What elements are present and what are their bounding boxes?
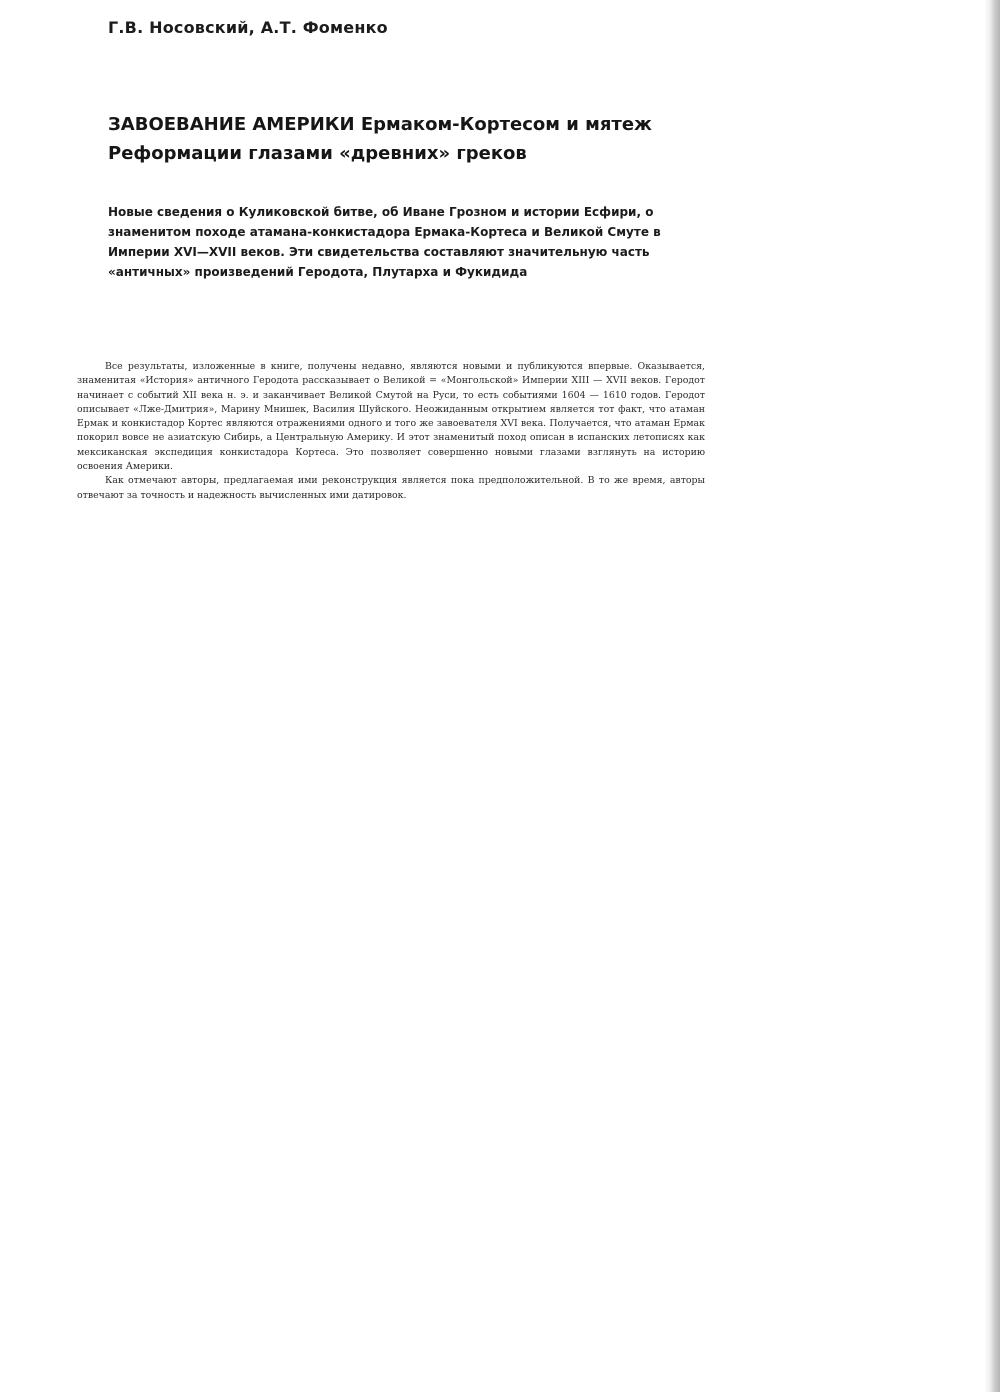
authors-line: Г.В. Носовский, А.Т. Фоменко <box>108 18 388 37</box>
page-edge-shadow <box>984 0 1000 1392</box>
abstract-paragraph: Все результаты, изложенные в книге, получены недавно, являются новыми и публикуются впервые. Оказывается, знаменитая «История» античного Геродота рассказывает о Великой = «Монгольской» Империи XIII — XVII веков. Геродот начинает с событий XII века н. э. и заканчивает Великой Смутой на Руси, то есть событиями 1604 — 1610 годов. Геродот описывает «Лже-Дмитрия», Марину Мнишек, Василия Шуйского. Неожиданным открытием является тот факт, что атаман Ермак и конкистадор Кортес являются отражениями одного и того же завоевателя XVI века. Получается, что атаман Ермак покорил вовсе не азиатскую Сибирь, а Центральную Америку. И этот знаменитый поход описан в испанских летописях как мексиканская экспедиция конкистадора Кортеса. Это позволяет совершенно новыми глазами взглянуть на историю освоения Америки. <box>77 361 705 473</box>
book-title <box>108 110 728 168</box>
title-rest: Ермаком-Кортесом и мятеж Реформации глазами «древних» греков <box>108 114 652 164</box>
book-subtitle: Новые сведения о Куликовской битве, об Иване Грозном и истории Есфири, о знаменитом походе атамана-конкистадора Ермака-Кортеса и Великой Смуте в Империи XVI—XVII веков. Эти свидетельства составляют значительную часть «античных» произведений Геродота, Плутарха и Фукидида <box>108 205 661 279</box>
title-emphasis: ЗАВОЕВАНИЕ АМЕРИКИ <box>108 114 355 135</box>
abstract <box>77 360 705 503</box>
abstract-paragraph: Как отмечают авторы, предлагаемая ими реконструкция является пока предположительной. В то же время, авторы отвечают за точность и надежность вычисленных ими датировок. <box>77 475 705 501</box>
